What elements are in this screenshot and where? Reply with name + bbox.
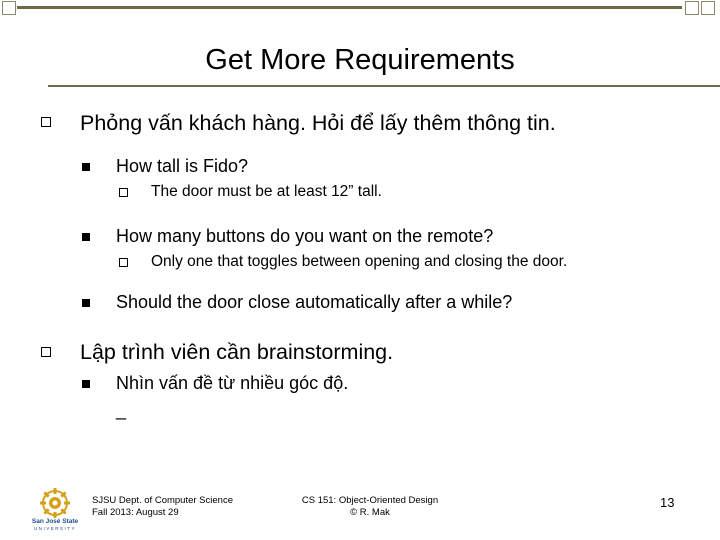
top-left-square-icon bbox=[2, 1, 16, 15]
bullet-level1-text: Phỏng vấn khách hàng. Hỏi để lấy thêm thông tin. bbox=[80, 111, 556, 135]
bullet-level2-text: Should the door close automatically after a while? bbox=[116, 292, 513, 312]
filled-square-bullet-icon bbox=[82, 299, 90, 307]
footer-center bbox=[298, 495, 442, 519]
bullet-level3-text: The door must be at least 12” tall. bbox=[151, 183, 382, 200]
hollow-square-bullet-icon bbox=[41, 117, 51, 127]
top-right-square-icon bbox=[685, 1, 699, 15]
svg-text:UNIVERSITY: UNIVERSITY bbox=[33, 526, 77, 531]
bullet-level1-text: Lập trình viên cần brainstorming. bbox=[80, 340, 394, 364]
hollow-square-bullet-icon bbox=[119, 188, 128, 197]
stray-underscore-text: _ bbox=[116, 400, 127, 420]
filled-square-bullet-icon bbox=[82, 163, 90, 171]
hollow-square-bullet-icon bbox=[119, 258, 128, 267]
filled-square-bullet-icon bbox=[82, 233, 90, 241]
slide-title: Get More Requirements bbox=[205, 44, 515, 76]
bullet-level2-text: Nhìn vấn đề từ nhiều góc độ. bbox=[116, 373, 349, 393]
page-number: 13 bbox=[660, 495, 675, 510]
footer-left bbox=[92, 495, 233, 519]
sjsu-logo bbox=[30, 486, 80, 532]
bullet-level2-text: How many buttons do you want on the remote? bbox=[116, 226, 494, 246]
footer-course: CS 151: Object-Oriented Design bbox=[301, 495, 439, 506]
filled-square-bullet-icon bbox=[82, 380, 90, 388]
top-right-square-icon-2 bbox=[701, 1, 715, 15]
footer-author: © R. Mak bbox=[350, 507, 390, 518]
svg-text:San José State: San José State bbox=[31, 518, 79, 525]
hollow-square-bullet-icon bbox=[41, 347, 51, 357]
top-decoration-bar bbox=[0, 0, 720, 20]
footer-department: SJSU Dept. of Computer Science bbox=[92, 495, 233, 506]
top-rule bbox=[17, 6, 682, 9]
title-underline bbox=[48, 85, 720, 87]
bullet-level3-text: Only one that toggles between opening and closing the door. bbox=[151, 253, 568, 270]
footer-date: Fall 2013: August 29 bbox=[92, 507, 179, 518]
bullet-level2-text: How tall is Fido? bbox=[116, 156, 249, 176]
sjsu-seal-icon bbox=[30, 486, 80, 532]
